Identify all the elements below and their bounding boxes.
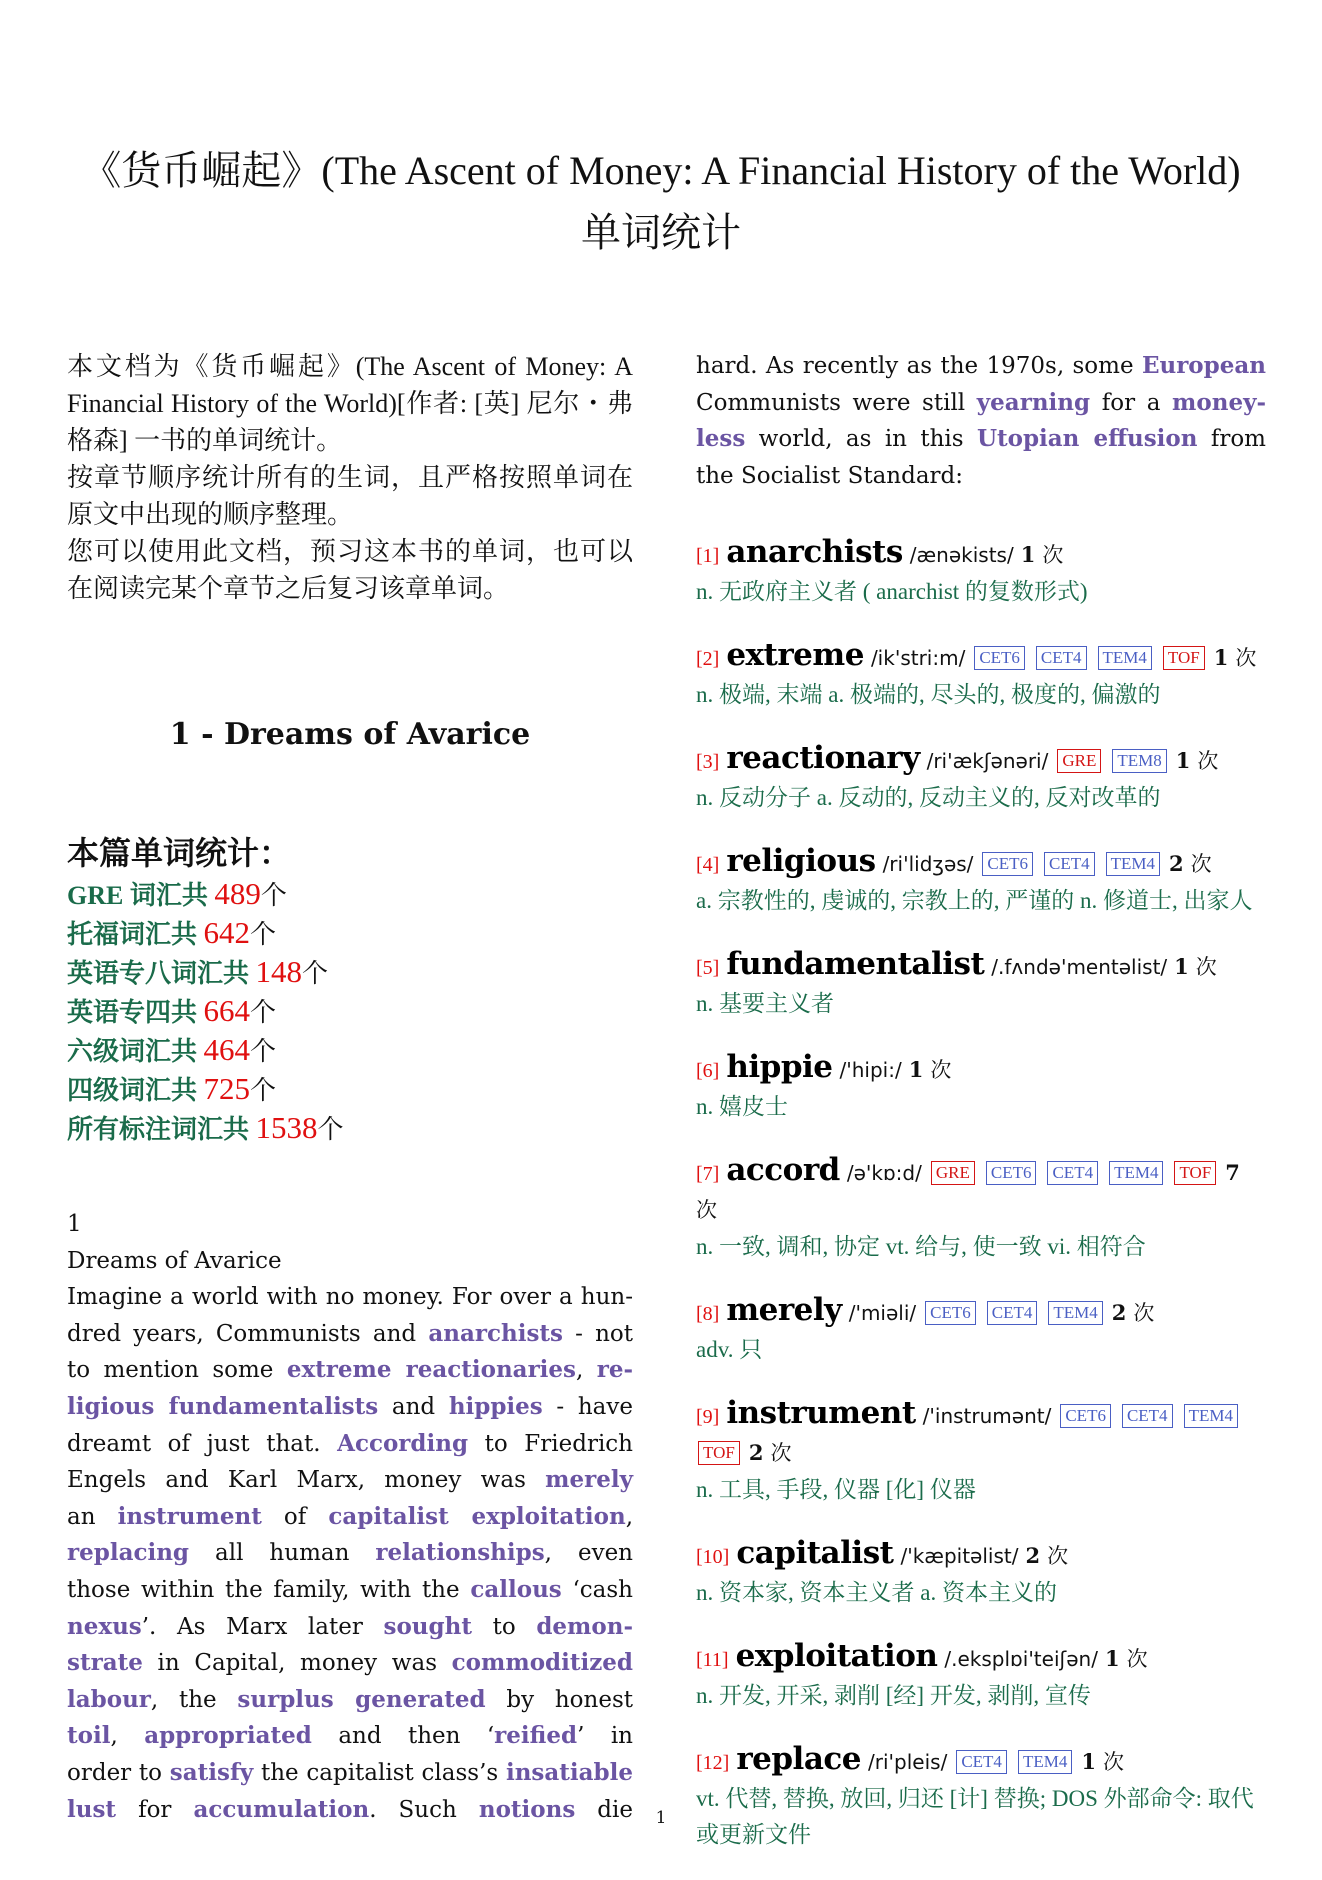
stat-label: 所有标注词汇共 xyxy=(67,1115,256,1144)
stat-label: 托福词汇共 xyxy=(67,920,204,949)
entry-count: 2 xyxy=(748,1440,764,1466)
entry-index: [7] xyxy=(696,1163,720,1186)
entry-word: anarchists xyxy=(726,534,903,571)
text-segment: dred years, Communists and xyxy=(67,1320,429,1347)
entry-phonetic: /'instrumənt/ xyxy=(922,1404,1052,1429)
text-segment: to mention some xyxy=(67,1357,287,1384)
entry-definition: n. 极端, 末端 a. 极端的, 尽头的, 极度的, 偏激的 xyxy=(696,682,1161,708)
highlighted-word: strate xyxy=(67,1649,143,1677)
vocab-entry xyxy=(696,1395,1266,1508)
text-segment: of xyxy=(261,1503,329,1530)
passage-right xyxy=(696,348,1266,494)
passage-line xyxy=(67,1279,633,1316)
exam-tag-gre: GRE xyxy=(931,1161,975,1185)
passage-line xyxy=(67,1718,633,1755)
text-segment: to xyxy=(471,1613,537,1640)
entry-count: 1 xyxy=(1081,1749,1096,1775)
count-suffix: 次 xyxy=(930,1058,952,1083)
count-suffix: 次 xyxy=(1190,852,1212,877)
highlighted-word: nexus xyxy=(67,1612,142,1640)
entry-index: [10] xyxy=(696,1546,730,1569)
entry-definition: n. 基要主义者 xyxy=(696,991,834,1017)
passage-line xyxy=(67,1389,633,1426)
highlighted-word: surplus generated xyxy=(237,1685,486,1713)
highlighted-word: ligious fundamentalists xyxy=(67,1392,379,1420)
text-segment: in Capital, money was xyxy=(142,1650,452,1677)
right-column xyxy=(696,348,1266,1880)
entry-index: [6] xyxy=(696,1060,720,1083)
entry-word: instrument xyxy=(726,1395,916,1432)
text-segment: by honest xyxy=(485,1686,633,1713)
text-segment: , the xyxy=(150,1686,238,1713)
entry-count: 1 xyxy=(1174,954,1189,980)
stats-list xyxy=(67,875,633,1148)
entry-header xyxy=(696,740,1266,780)
text-segment: ‘cash xyxy=(561,1576,633,1603)
stats-heading: 本篇单词统计： xyxy=(67,835,292,871)
entry-count: 1 xyxy=(1175,748,1191,774)
entry-count: 2 xyxy=(1169,851,1184,877)
highlighted-word: hippies xyxy=(448,1392,543,1420)
highlighted-word: toil xyxy=(67,1722,111,1750)
vocabulary-list xyxy=(696,534,1266,1853)
text-segment: hard. As recently as the 1970s, some xyxy=(696,353,1142,379)
exam-tag-cet6: CET6 xyxy=(986,1161,1037,1185)
highlighted-word: callous xyxy=(470,1575,562,1603)
exam-tag-cet4: CET4 xyxy=(1036,646,1087,670)
stat-label: 英语专四共 xyxy=(67,998,204,1027)
stat-unit: 个 xyxy=(302,959,329,988)
entry-phonetic: /.fʌndə'mentəlist/ xyxy=(991,955,1168,980)
count-suffix: 次 xyxy=(770,1441,792,1466)
stat-unit: 个 xyxy=(317,1115,344,1144)
intro-paragraph: 您可以使用此文档，预习这本书的单词，也可以在阅读完某个章节之后复习该章单词。 xyxy=(67,537,633,603)
exam-tag-tem4: TEM4 xyxy=(1109,1161,1163,1185)
exam-tag-cet4: CET4 xyxy=(956,1750,1007,1774)
stat-line xyxy=(67,1031,633,1070)
entry-definition: n. 嬉皮士 xyxy=(696,1094,788,1120)
entry-word: merely xyxy=(726,1292,842,1329)
chapter-title: 1 - Dreams of Avarice xyxy=(169,717,531,752)
stat-line xyxy=(67,953,633,992)
exam-tag-cet4: CET4 xyxy=(1122,1404,1173,1428)
entry-word: replace xyxy=(736,1741,862,1778)
highlighted-word: commoditized xyxy=(451,1649,633,1677)
passage-line xyxy=(67,1645,633,1682)
entry-definition: n. 反动分子 a. 反动的, 反动主义的, 反对改革的 xyxy=(696,785,1161,811)
highlighted-word: appropriated xyxy=(144,1722,312,1750)
entry-header xyxy=(696,843,1266,883)
stat-line xyxy=(67,914,633,953)
entry-phonetic: /'miəli/ xyxy=(848,1301,917,1326)
passage-heading: Dreams of Avarice xyxy=(67,1247,282,1274)
passage-line xyxy=(67,1499,633,1536)
stat-count: 1538 xyxy=(255,1110,318,1145)
entry-phonetic: /ri'lidʒəs/ xyxy=(882,852,974,877)
entry-definition: n. 开发, 开采, 剥削 [经] 开发, 剥削, 宣传 xyxy=(696,1683,1091,1709)
highlighted-word: insatiable xyxy=(505,1758,633,1786)
exam-tag-gre: GRE xyxy=(1057,749,1101,773)
count-suffix: 次 xyxy=(696,1198,717,1223)
exam-tag-cet6: CET6 xyxy=(925,1301,976,1325)
text-segment: ’. As Marx later xyxy=(141,1613,384,1640)
text-segment: the Socialist Standard: xyxy=(696,462,964,489)
highlighted-word: accumulation xyxy=(193,1795,370,1823)
highlighted-word: notions xyxy=(478,1795,576,1823)
highlighted-word: demon- xyxy=(536,1612,633,1640)
highlighted-word: extreme reactionaries xyxy=(286,1356,577,1384)
text-segment: to Friedrich xyxy=(468,1430,633,1457)
highlighted-word: According xyxy=(337,1429,469,1457)
entry-word: accord xyxy=(726,1152,840,1189)
highlighted-word: European xyxy=(1141,352,1266,379)
exam-tag-tem4: TEM4 xyxy=(1106,852,1160,876)
stat-unit: 个 xyxy=(250,998,277,1027)
entry-index: [2] xyxy=(696,648,720,671)
count-suffix: 次 xyxy=(1133,1301,1155,1326)
entry-phonetic: /ænəkists/ xyxy=(909,543,1014,568)
left-column xyxy=(67,348,633,1828)
stat-unit: 个 xyxy=(250,1076,277,1105)
vocab-entry xyxy=(696,740,1266,816)
count-suffix: 次 xyxy=(1126,1647,1148,1672)
vocab-entry xyxy=(696,1049,1266,1125)
vocab-entry xyxy=(696,1638,1266,1714)
entry-phonetic: /'kæpitəlist/ xyxy=(900,1544,1019,1569)
intro-paragraph: 本文档为《货币崛起》(The Ascent of Money: A Financial History of the World)[作者: [英] 尼尔・弗格森] 一书的单词统计。 xyxy=(67,352,633,455)
exam-tag-tof: TOF xyxy=(698,1441,740,1465)
passage-line xyxy=(67,1755,633,1792)
entry-phonetic: /ə'kɒ:d/ xyxy=(846,1161,922,1186)
stat-unit: 个 xyxy=(250,1037,277,1066)
text-segment: die xyxy=(575,1796,633,1823)
entry-definition: adv. 只 xyxy=(696,1337,763,1363)
entry-word: hippie xyxy=(726,1049,833,1086)
text-segment: an xyxy=(67,1503,118,1530)
document-title: 《货币崛起》(The Ascent of Money: A Financial History of the World) 单词统计 xyxy=(81,148,1241,255)
stat-line xyxy=(67,1070,633,1109)
highlighted-word: labour xyxy=(67,1685,151,1713)
text-segment: for a xyxy=(1090,389,1173,416)
entry-index: [5] xyxy=(696,957,720,980)
text-segment: and then ‘ xyxy=(311,1723,495,1750)
passage-line xyxy=(67,1609,633,1646)
intro-paragraph: 按章节顺序统计所有的生词，且严格按照单词在原文中出现的顺序整理。 xyxy=(67,463,633,529)
stat-count: 148 xyxy=(255,954,303,989)
exam-tag-tof: TOF xyxy=(1174,1161,1216,1185)
text-segment: from xyxy=(1197,426,1266,453)
entry-word: capitalist xyxy=(736,1535,894,1572)
stat-label: GRE 词汇共 xyxy=(67,881,215,910)
highlighted-word: anarchists xyxy=(428,1319,563,1347)
exam-tag-tem8: TEM8 xyxy=(1112,749,1166,773)
entry-index: [8] xyxy=(696,1303,720,1326)
passage-line xyxy=(696,385,1266,422)
entry-header xyxy=(696,1741,1266,1781)
exam-tag-cet4: CET4 xyxy=(987,1301,1038,1325)
entry-definition: n. 无政府主义者 ( anarchist 的复数形式) xyxy=(696,579,1088,605)
entry-header xyxy=(696,1395,1266,1472)
entry-header xyxy=(696,1535,1266,1575)
highlighted-word: sought xyxy=(383,1612,472,1640)
entry-index: [4] xyxy=(696,854,720,877)
text-segment: , xyxy=(625,1503,633,1530)
highlighted-word: merely xyxy=(545,1466,633,1494)
vocab-entry xyxy=(696,1292,1266,1368)
highlighted-word: re- xyxy=(596,1356,634,1384)
text-segment: , xyxy=(576,1357,597,1384)
vocab-entry xyxy=(696,843,1266,919)
passage-number: 1 xyxy=(67,1211,82,1237)
text-segment: those within the family, with the xyxy=(67,1576,471,1603)
stat-label: 六级词汇共 xyxy=(67,1037,204,1066)
exam-tag-tem4: TEM4 xyxy=(1048,1301,1102,1325)
passage-line xyxy=(67,1572,633,1609)
passage-line xyxy=(67,1426,633,1463)
highlighted-word: lust xyxy=(67,1795,117,1823)
exam-tag-cet6: CET6 xyxy=(982,852,1033,876)
passage-line xyxy=(696,348,1266,385)
stat-line xyxy=(67,992,633,1031)
intro xyxy=(67,348,633,607)
entry-definition: n. 工具, 手段, 仪器 [化] 仪器 xyxy=(696,1477,976,1503)
highlighted-word: Utopian effusion xyxy=(976,425,1198,453)
passage-line xyxy=(696,421,1266,458)
entry-count: 2 xyxy=(1111,1300,1127,1326)
highlighted-word: less xyxy=(696,425,746,453)
entry-count: 1 xyxy=(1213,645,1229,671)
text-segment: world, as in this xyxy=(745,426,977,453)
highlighted-word: instrument xyxy=(117,1502,262,1530)
entry-word: extreme xyxy=(726,637,864,674)
highlighted-word: yearning xyxy=(976,388,1091,416)
entry-definition: n. 资本家, 资本主义者 a. 资本主义的 xyxy=(696,1580,1057,1606)
entry-word: reactionary xyxy=(726,740,920,777)
stat-line xyxy=(67,875,633,914)
exam-tag-cet4: CET4 xyxy=(1047,1161,1098,1185)
text-segment: for xyxy=(116,1796,194,1823)
text-segment: order to xyxy=(67,1759,170,1786)
entry-header xyxy=(696,1638,1266,1678)
entry-definition: a. 宗教性的, 虔诚的, 宗教上的, 严谨的 n. 修道士, 出家人 xyxy=(696,888,1253,914)
entry-header xyxy=(696,637,1266,677)
text-segment: the capitalist class’s xyxy=(253,1759,506,1786)
entry-definition: vt. 代替, 替换, 放回, 归还 [计] 替换; DOS 外部命令: 取代或更新文件 xyxy=(696,1786,1254,1848)
stat-unit: 个 xyxy=(250,920,277,949)
entry-phonetic: /ik'stri:m/ xyxy=(870,646,966,671)
text-segment: Engels and Karl Marx, money was xyxy=(67,1467,546,1494)
entry-index: [9] xyxy=(696,1406,720,1429)
count-suffix: 次 xyxy=(1102,1750,1124,1775)
entry-index: [1] xyxy=(696,545,720,568)
passage-line xyxy=(67,1535,633,1572)
entry-count: 1 xyxy=(908,1057,924,1083)
stat-count: 725 xyxy=(203,1071,251,1106)
stat-count: 489 xyxy=(214,876,261,911)
stat-unit: 个 xyxy=(260,881,287,910)
count-suffix: 次 xyxy=(1235,646,1257,671)
entry-count: 1 xyxy=(1020,542,1036,568)
count-suffix: 次 xyxy=(1195,955,1217,980)
highlighted-word: relationships xyxy=(375,1539,545,1567)
count-suffix: 次 xyxy=(1047,1544,1069,1569)
entry-count: 2 xyxy=(1025,1543,1041,1569)
text-segment: - have xyxy=(542,1393,634,1420)
entry-word: religious xyxy=(726,843,876,880)
passage-line xyxy=(696,458,1266,495)
stat-line xyxy=(67,1109,633,1148)
text-segment: , even xyxy=(544,1540,633,1567)
passage-line xyxy=(67,1682,633,1719)
entry-index: [3] xyxy=(696,751,720,774)
text-segment: . Such xyxy=(369,1796,479,1823)
highlighted-word: replacing xyxy=(67,1539,190,1567)
entry-phonetic: /ri'pleis/ xyxy=(868,1750,948,1775)
passage-left xyxy=(67,1206,633,1828)
stat-label: 英语专八词汇共 xyxy=(67,959,256,988)
entry-header xyxy=(696,1049,1266,1089)
vocab-entry xyxy=(696,534,1266,610)
exam-tag-tem4: TEM4 xyxy=(1184,1404,1238,1428)
passage-line xyxy=(67,1316,633,1353)
entry-index: [12] xyxy=(696,1752,730,1775)
entry-phonetic: /'hipi:/ xyxy=(839,1058,902,1083)
text-segment: Communists were still xyxy=(696,389,977,416)
entry-header xyxy=(696,1152,1266,1229)
vocab-entry xyxy=(696,1152,1266,1265)
exam-tag-tem4: TEM4 xyxy=(1018,1750,1072,1774)
entry-header xyxy=(696,534,1266,574)
count-suffix: 次 xyxy=(1197,749,1219,774)
highlighted-word: money- xyxy=(1172,388,1266,416)
entry-phonetic: /.eksplɒi'teiʃən/ xyxy=(944,1647,1098,1672)
page-number: 1 xyxy=(655,1808,667,1828)
entry-definition: n. 一致, 调和, 协定 vt. 给与, 使一致 vi. 相符合 xyxy=(696,1234,1146,1260)
entry-phonetic: /ri'ækʃənəri/ xyxy=(926,749,1049,774)
exam-tag-cet4: CET4 xyxy=(1044,852,1095,876)
highlighted-word: satisfy xyxy=(169,1758,254,1786)
entry-word: exploitation xyxy=(735,1638,938,1675)
exam-tag-cet6: CET6 xyxy=(974,646,1025,670)
text-segment: all human xyxy=(189,1540,376,1567)
passage-line xyxy=(67,1352,633,1389)
text-segment: Imagine a world with no money. For over a hun- xyxy=(67,1284,633,1311)
stat-label: 四级词汇共 xyxy=(67,1076,204,1105)
exam-tag-cet6: CET6 xyxy=(1060,1404,1111,1428)
highlighted-word: capitalist exploitation xyxy=(328,1502,626,1530)
highlighted-word: reified xyxy=(494,1722,578,1750)
entry-header xyxy=(696,946,1266,986)
exam-tag-tof: TOF xyxy=(1163,646,1205,670)
text-segment: - not xyxy=(562,1320,633,1347)
count-suffix: 次 xyxy=(1042,543,1064,568)
vocab-entry xyxy=(696,637,1266,713)
stat-count: 664 xyxy=(203,993,251,1028)
text-segment: ’ in xyxy=(577,1723,633,1750)
vocab-entry xyxy=(696,1535,1266,1611)
text-segment: dreamt of just that. xyxy=(67,1430,338,1457)
entry-count: 7 xyxy=(1225,1160,1240,1186)
text-segment: and xyxy=(378,1393,449,1420)
passage-text xyxy=(67,1279,633,1828)
text-segment: , xyxy=(110,1723,145,1750)
entry-word: fundamentalist xyxy=(726,946,985,983)
entry-header xyxy=(696,1292,1266,1332)
passage-line xyxy=(67,1462,633,1499)
vocab-entry xyxy=(696,946,1266,1022)
entry-index: [11] xyxy=(696,1649,729,1672)
stat-count: 464 xyxy=(203,1032,251,1067)
entry-count: 1 xyxy=(1104,1646,1120,1672)
vocab-entry xyxy=(696,1741,1266,1853)
stat-count: 642 xyxy=(203,915,251,950)
exam-tag-tem4: TEM4 xyxy=(1098,646,1152,670)
